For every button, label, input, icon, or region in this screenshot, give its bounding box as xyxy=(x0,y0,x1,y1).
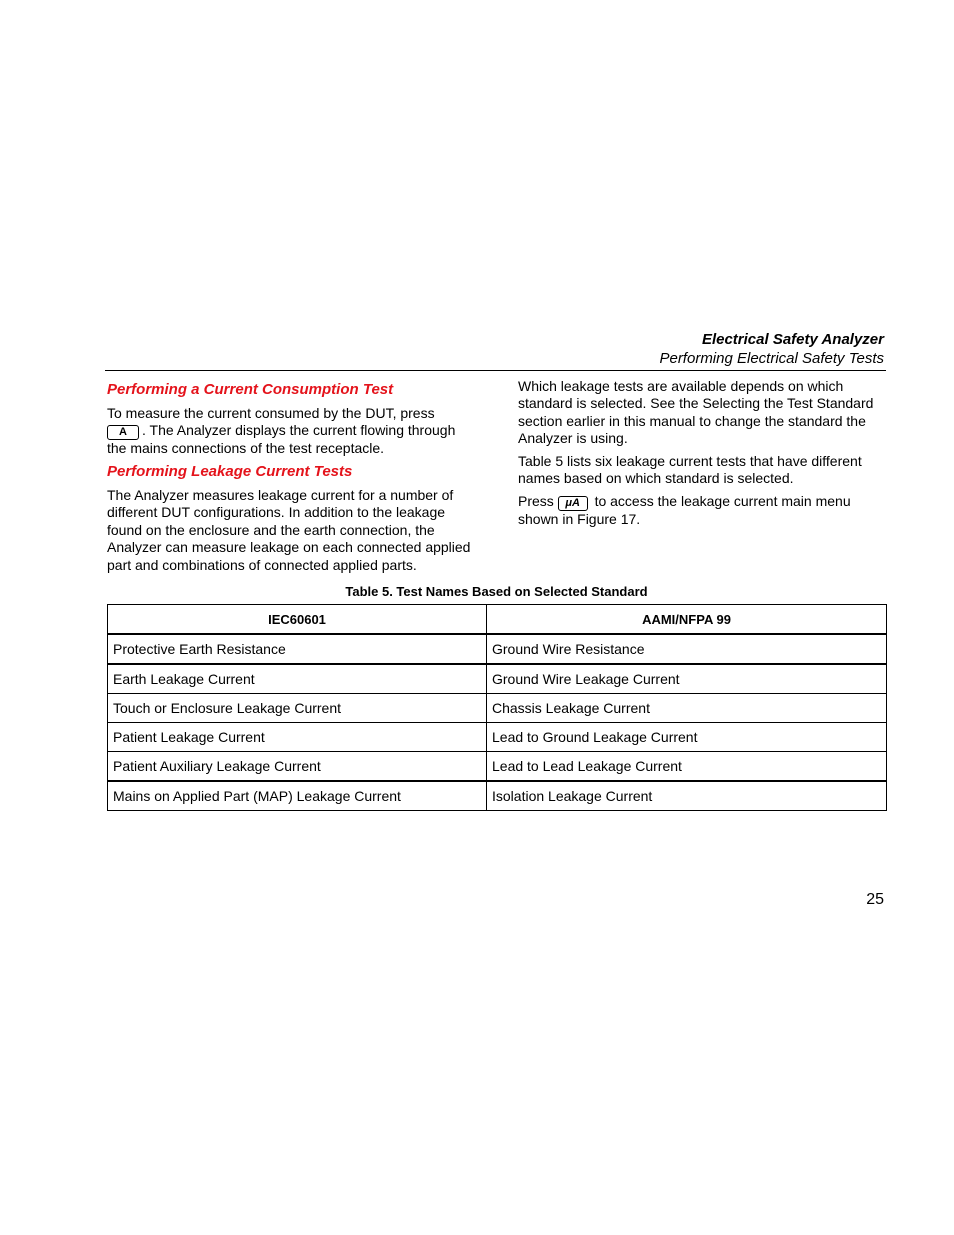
table-row xyxy=(108,752,887,782)
table-row xyxy=(108,694,887,723)
table-row xyxy=(108,723,887,752)
test-names-table xyxy=(107,604,887,811)
table-caption: Table 5. Test Names Based on Selected Standard xyxy=(345,584,648,599)
leakage-availability-paragraph: Which leakage tests are available depends on which standard is selected. See the Selecting the Test Standard section earlier in this manual to change the standard the Analyzer is using. xyxy=(518,378,874,447)
column-header-aami: AAMI/NFPA 99 xyxy=(487,605,887,635)
table-cell: Patient Leakage Current xyxy=(108,723,487,752)
table-row xyxy=(108,664,887,694)
heading-current-consumption-test: Performing a Current Consumption Test xyxy=(107,381,394,398)
table-cell: Ground Wire Resistance xyxy=(487,634,887,664)
heading-leakage-current-tests: Performing Leakage Current Tests xyxy=(107,463,353,480)
current-consumption-text-1: To measure the current consumed by the DUT, press xyxy=(107,405,435,421)
press-key-paragraph xyxy=(518,493,886,528)
table-header-row xyxy=(108,605,887,635)
press-text-rest: to access the leakage current main menu shown in Figure 17. xyxy=(518,493,851,527)
table-cell: Protective Earth Resistance xyxy=(108,634,487,664)
column-header-iec: IEC60601 xyxy=(108,605,487,635)
page-number: 25 xyxy=(866,891,884,908)
press-text: Press xyxy=(518,493,554,509)
table-cell: Touch or Enclosure Leakage Current xyxy=(108,694,487,723)
running-header-title: Electrical Safety Analyzer xyxy=(701,331,884,348)
table-row xyxy=(108,634,887,664)
table-reference-paragraph: Table 5 lists six leakage current tests that have different names based on which standard is selected. xyxy=(518,453,862,487)
table-cell: Patient Auxiliary Leakage Current xyxy=(108,752,487,782)
table-cell: Earth Leakage Current xyxy=(108,664,487,694)
table-cell: Mains on Applied Part (MAP) Leakage Current xyxy=(108,781,487,811)
microamp-key-icon: μA xyxy=(558,496,588,511)
current-consumption-text-2: . The Analyzer displays the current flowing through the mains connections of the test receptacle. xyxy=(107,422,456,457)
running-header-subtitle: Performing Electrical Safety Tests xyxy=(659,350,884,367)
table-row xyxy=(108,781,887,811)
table-cell: Lead to Lead Leakage Current xyxy=(487,752,887,782)
table-cell: Ground Wire Leakage Current xyxy=(487,664,887,694)
current-consumption-paragraph xyxy=(107,405,477,458)
a-key-icon: A xyxy=(107,425,139,440)
table-cell: Chassis Leakage Current xyxy=(487,694,887,723)
table-cell: Isolation Leakage Current xyxy=(487,781,887,811)
header-divider xyxy=(105,370,886,371)
leakage-current-paragraph: The Analyzer measures leakage current for a number of different DUT configurations. In addition to the leakage found on the enclosure and the earth connection, the Analyzer can measure leakage on each connected applied part and combinations of connected applied parts. xyxy=(107,487,471,573)
table-cell: Lead to Ground Leakage Current xyxy=(487,723,887,752)
